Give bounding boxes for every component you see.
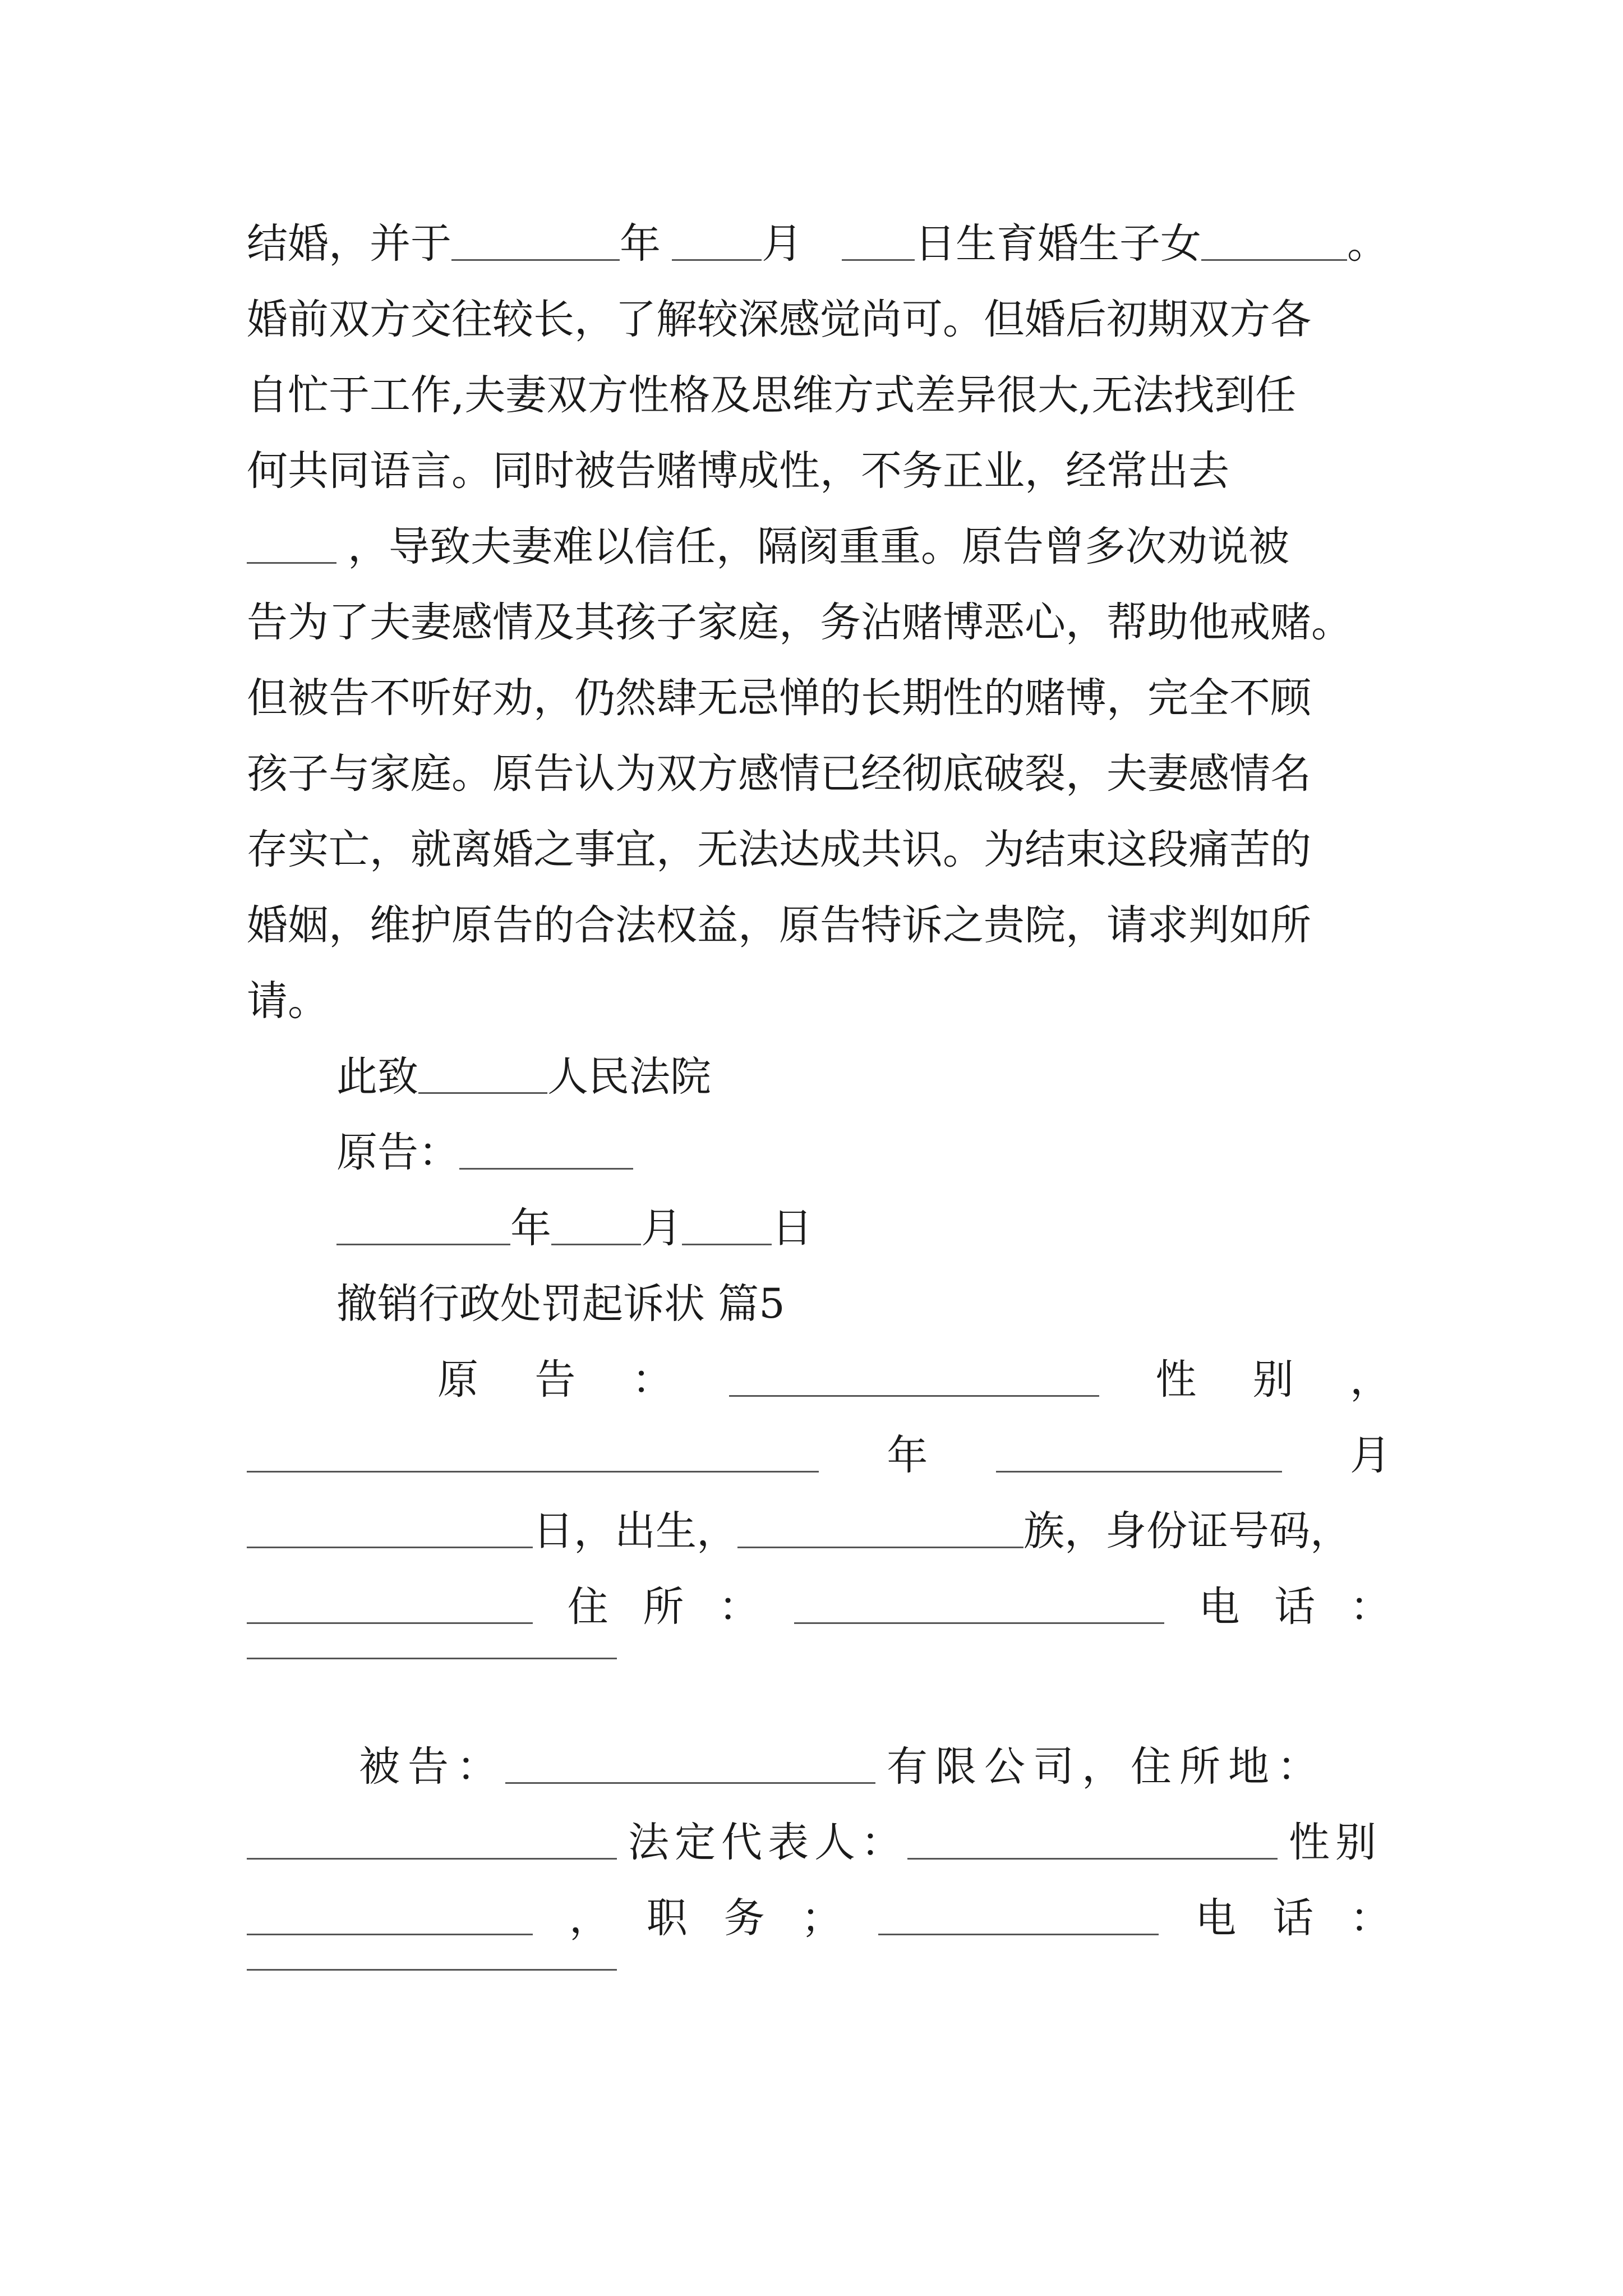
blank-field	[682, 1244, 772, 1245]
para-line-11: 请。	[247, 977, 329, 1025]
blank-field	[336, 1244, 510, 1245]
plaintiff-line-4	[247, 1579, 1391, 1635]
para-line-10: 婚姻，维护原告的合法权益，原告特诉之贵院，请求判如所	[247, 901, 1311, 949]
blank-field	[247, 1969, 617, 1971]
text: 电	[1195, 1894, 1237, 1942]
defendant-line-2	[247, 1815, 1391, 1871]
text: 日生育婚生子女	[915, 220, 1201, 268]
para-line-8: 孩子与家庭。原告认为双方感情已经彻底破裂，夫妻感情名	[247, 750, 1311, 798]
text: 日，出生，	[533, 1507, 737, 1555]
blank-field	[247, 1934, 533, 1935]
blank-field	[451, 259, 620, 261]
blank-field	[418, 1092, 547, 1094]
blank-field	[996, 1471, 1282, 1473]
text: ，	[569, 1894, 610, 1942]
para-line-7: 但被告不听好劝，仍然肆无忌惮的长期性的赌博，完全不顾	[247, 674, 1311, 722]
blank-field	[247, 1547, 533, 1548]
text: 法定代表人：	[628, 1819, 907, 1866]
text: 住	[567, 1583, 608, 1631]
blank-field	[247, 1658, 617, 1659]
blank-field	[459, 1168, 633, 1170]
text: 日	[772, 1204, 813, 1252]
text: 此致	[336, 1053, 418, 1101]
plaintiff-line-2	[247, 1428, 1391, 1484]
blank-field	[729, 1395, 1099, 1397]
text: 告	[534, 1356, 576, 1404]
blank-field	[247, 1471, 819, 1473]
text: 性别	[1289, 1819, 1382, 1866]
defendant-line-3	[247, 1890, 1391, 1947]
text: 别	[1252, 1356, 1294, 1404]
blank-field	[551, 1244, 641, 1245]
text: 电	[1198, 1583, 1240, 1631]
text: ；	[801, 1894, 842, 1942]
text: 年	[887, 1432, 928, 1479]
text: ：	[1349, 1583, 1391, 1631]
text: 原告：	[336, 1129, 459, 1176]
text: 被告：	[359, 1743, 505, 1791]
text: 话	[1272, 1894, 1314, 1942]
plaintiff-line-3	[247, 1503, 1391, 1559]
para-line-2: 婚前双方交往较长，了解较深感觉尚可。但婚后初期双方各	[247, 296, 1311, 343]
para-line-3: 自忙于工作,夫妻双方性格及思维方式差异很大,无法找到任	[247, 371, 1297, 419]
blank-field	[1201, 259, 1347, 261]
blank-field	[794, 1622, 1164, 1624]
text: ：	[1350, 1894, 1391, 1942]
text: 有限公司，住所地：	[887, 1743, 1326, 1791]
text: ：	[631, 1356, 673, 1404]
blank-field	[247, 1622, 533, 1624]
court-line	[336, 1049, 1391, 1105]
blank-field	[672, 259, 762, 261]
plaintiff-sign-line	[336, 1125, 1391, 1181]
section-title: 撤销行政处罚起诉状 篇5	[336, 1280, 785, 1328]
blank-field	[247, 1858, 617, 1860]
text: 职	[646, 1894, 688, 1942]
text: 族，身份证号码，	[1023, 1507, 1351, 1555]
blank-field	[505, 1782, 875, 1784]
text: 年	[620, 220, 661, 268]
text: 月	[762, 220, 803, 268]
text: 原	[437, 1356, 478, 1404]
para-line-6: 告为了夫妻感情及其孩子家庭，务沾赌博恶心，帮助他戒赌。	[247, 599, 1352, 646]
blank-field	[247, 562, 336, 564]
text: ，导致夫妻难以信任，隔阂重重。原告曾多次劝说被	[348, 523, 1289, 570]
blank-field	[907, 1858, 1278, 1860]
text: 人民法院	[547, 1053, 711, 1101]
text: 。	[1347, 220, 1388, 268]
text: ：	[718, 1583, 760, 1631]
defendant-line-4	[247, 1969, 1391, 1982]
para-line-1	[247, 216, 1391, 272]
text: 年	[510, 1204, 551, 1252]
text: 月	[641, 1204, 682, 1252]
text: 结婚，并于	[247, 220, 451, 268]
defendant-line-1	[359, 1739, 1391, 1795]
blank-field	[842, 259, 915, 261]
date-line	[336, 1200, 1391, 1257]
para-line-5	[247, 519, 1391, 575]
text: ，	[1349, 1356, 1391, 1404]
plaintiff-line-1	[437, 1352, 1391, 1408]
text: 所	[643, 1583, 684, 1631]
text: 月	[1349, 1432, 1391, 1479]
text: 性	[1155, 1356, 1197, 1404]
para-line-4: 何共同语言。同时被告赌博成性，不务正业，经常出去	[247, 447, 1229, 495]
blank-field	[878, 1934, 1159, 1935]
text: 话	[1274, 1583, 1316, 1631]
blank-field	[737, 1547, 1023, 1548]
plaintiff-line-5	[247, 1658, 1391, 1671]
para-line-9: 存实亡，就离婚之事宜，无法达成共识。为结束这段痛苦的	[247, 826, 1311, 873]
text: 务	[723, 1894, 765, 1942]
